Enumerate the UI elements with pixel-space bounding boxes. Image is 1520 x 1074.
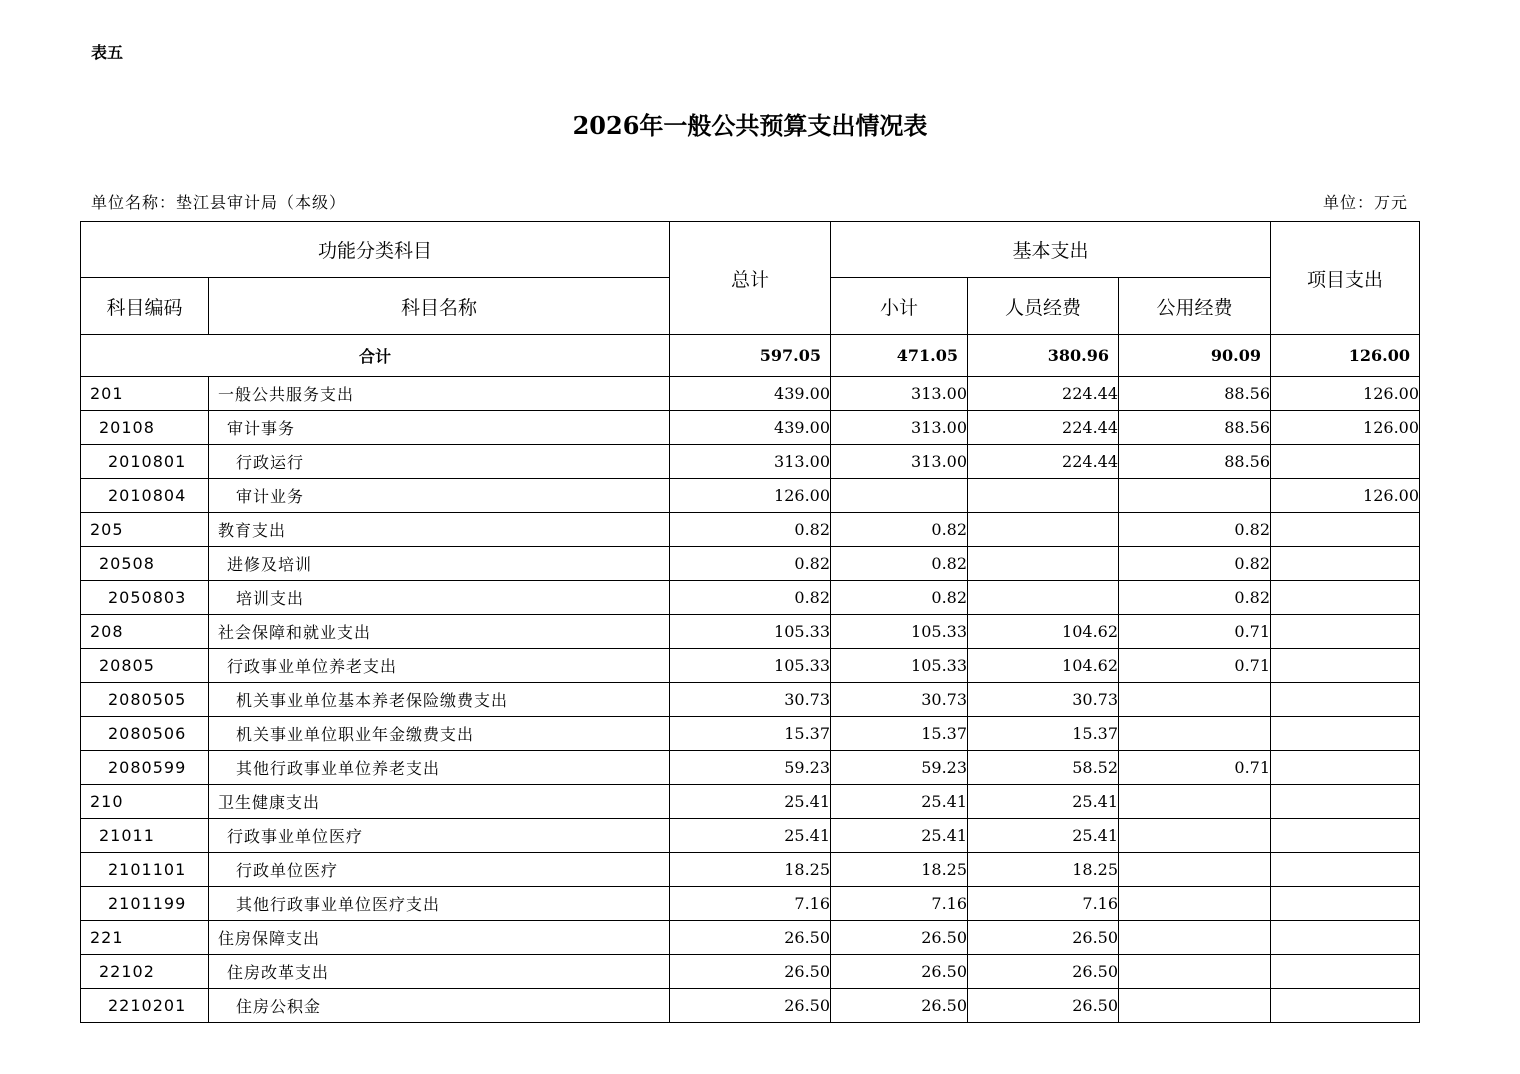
- cell-public: [1119, 683, 1271, 717]
- header-basic-expenditure: 基本支出: [831, 222, 1271, 278]
- budget-table: [80, 221, 1420, 1023]
- cell-code: 221: [81, 921, 209, 955]
- cell-total: 0.82: [670, 547, 831, 581]
- cell-subtotal: 26.50: [831, 955, 968, 989]
- cell-personnel: 30.73: [968, 683, 1119, 717]
- cell-name: 进修及培训: [209, 547, 670, 581]
- cell-name: 机关事业单位基本养老保险缴费支出: [209, 683, 670, 717]
- cell-total: 313.00: [670, 445, 831, 479]
- cell-personnel: 104.62: [968, 649, 1119, 683]
- cell-total: 26.50: [670, 955, 831, 989]
- cell-code: 2010801: [81, 445, 209, 479]
- cell-personnel: [968, 581, 1119, 615]
- cell-public: 0.71: [1119, 649, 1271, 683]
- cell-personnel: 104.62: [968, 615, 1119, 649]
- cell-public: 0.71: [1119, 615, 1271, 649]
- cell-personnel: 25.41: [968, 785, 1119, 819]
- cell-code: 20508: [81, 547, 209, 581]
- cell-project: [1271, 989, 1420, 1023]
- cell-subtotal: 0.82: [831, 547, 968, 581]
- cell-total: 15.37: [670, 717, 831, 751]
- cell-total: 7.16: [670, 887, 831, 921]
- cell-name: 其他行政事业单位养老支出: [209, 751, 670, 785]
- cell-public: 88.56: [1119, 411, 1271, 445]
- table-row: [81, 547, 1420, 581]
- cell-project: [1271, 547, 1420, 581]
- cell-code: 2101101: [81, 853, 209, 887]
- cell-total: 26.50: [670, 921, 831, 955]
- cell-public: [1119, 717, 1271, 751]
- cell-project: 126.00: [1271, 377, 1420, 411]
- cell-subtotal: 105.33: [831, 649, 968, 683]
- header-name: 科目名称: [209, 278, 670, 335]
- cell-subtotal: 26.50: [831, 921, 968, 955]
- cell-code: 2010804: [81, 479, 209, 513]
- cell-code: 2080506: [81, 717, 209, 751]
- table-row: [81, 445, 1420, 479]
- cell-public: [1119, 921, 1271, 955]
- header-code: 科目编码: [81, 278, 209, 335]
- total-personnel: 380.96: [968, 335, 1119, 377]
- cell-code: 20805: [81, 649, 209, 683]
- cell-code: 20108: [81, 411, 209, 445]
- header-personnel: 人员经费: [968, 278, 1119, 335]
- cell-total: 26.50: [670, 989, 831, 1023]
- table-row: [81, 819, 1420, 853]
- cell-project: [1271, 955, 1420, 989]
- cell-total: 439.00: [670, 377, 831, 411]
- cell-total: 105.33: [670, 615, 831, 649]
- cell-project: [1271, 785, 1420, 819]
- cell-personnel: 7.16: [968, 887, 1119, 921]
- table-row: [81, 581, 1420, 615]
- cell-subtotal: 26.50: [831, 989, 968, 1023]
- page-title: 2026年一般公共预算支出情况表: [572, 111, 928, 140]
- cell-total: 105.33: [670, 649, 831, 683]
- header-subtotal: 小计: [831, 278, 968, 335]
- cell-code: 22102: [81, 955, 209, 989]
- table-row: [81, 411, 1420, 445]
- cell-project: [1271, 819, 1420, 853]
- cell-project: 126.00: [1271, 479, 1420, 513]
- cell-public: 0.82: [1119, 581, 1271, 615]
- cell-total: 30.73: [670, 683, 831, 717]
- cell-project: [1271, 615, 1420, 649]
- table-row: [81, 377, 1420, 411]
- cell-public: 88.56: [1119, 377, 1271, 411]
- cell-public: [1119, 479, 1271, 513]
- cell-public: 0.71: [1119, 751, 1271, 785]
- table-row: [81, 751, 1420, 785]
- cell-name: 住房公积金: [209, 989, 670, 1023]
- cell-subtotal: 105.33: [831, 615, 968, 649]
- cell-code: 2050803: [81, 581, 209, 615]
- cell-name: 住房改革支出: [209, 955, 670, 989]
- cell-personnel: 26.50: [968, 921, 1119, 955]
- cell-total: 0.82: [670, 581, 831, 615]
- cell-personnel: 18.25: [968, 853, 1119, 887]
- cell-public: 0.82: [1119, 513, 1271, 547]
- unit-name-label: 单位名称：垫江县审计局（本级）: [91, 193, 347, 212]
- table-row: [81, 887, 1420, 921]
- cell-total: 25.41: [670, 819, 831, 853]
- cell-project: [1271, 853, 1420, 887]
- cell-total: 126.00: [670, 479, 831, 513]
- cell-personnel: 224.44: [968, 445, 1119, 479]
- cell-total: 59.23: [670, 751, 831, 785]
- header-total: 总计: [670, 222, 831, 335]
- cell-subtotal: 313.00: [831, 377, 968, 411]
- table-row: [81, 513, 1420, 547]
- cell-name: 审计事务: [209, 411, 670, 445]
- cell-personnel: 26.50: [968, 989, 1119, 1023]
- cell-name: 机关事业单位职业年金缴费支出: [209, 717, 670, 751]
- cell-name: 社会保障和就业支出: [209, 615, 670, 649]
- cell-public: [1119, 955, 1271, 989]
- currency-unit-label: 单位：万元: [1322, 193, 1408, 212]
- cell-personnel: 224.44: [968, 377, 1119, 411]
- cell-subtotal: 313.00: [831, 411, 968, 445]
- header-function-category: 功能分类科目: [81, 222, 670, 278]
- cell-name: 住房保障支出: [209, 921, 670, 955]
- cell-personnel: [968, 479, 1119, 513]
- cell-subtotal: 30.73: [831, 683, 968, 717]
- header-project-expenditure: 项目支出: [1271, 222, 1420, 335]
- cell-subtotal: 59.23: [831, 751, 968, 785]
- cell-name: 一般公共服务支出: [209, 377, 670, 411]
- cell-subtotal: [831, 479, 968, 513]
- total-project: 126.00: [1271, 335, 1420, 377]
- table-row: [81, 479, 1420, 513]
- cell-project: [1271, 513, 1420, 547]
- cell-name: 其他行政事业单位医疗支出: [209, 887, 670, 921]
- cell-code: 210: [81, 785, 209, 819]
- table-number: 表五: [91, 43, 124, 62]
- cell-subtotal: 0.82: [831, 581, 968, 615]
- cell-subtotal: 25.41: [831, 819, 968, 853]
- total-label: 合计: [81, 335, 670, 377]
- cell-code: 208: [81, 615, 209, 649]
- cell-total: 25.41: [670, 785, 831, 819]
- total-public: 90.09: [1119, 335, 1271, 377]
- cell-personnel: 224.44: [968, 411, 1119, 445]
- cell-project: [1271, 887, 1420, 921]
- cell-name: 教育支出: [209, 513, 670, 547]
- table-row: [81, 853, 1420, 887]
- cell-project: 126.00: [1271, 411, 1420, 445]
- cell-personnel: [968, 513, 1119, 547]
- cell-code: 21011: [81, 819, 209, 853]
- cell-project: [1271, 445, 1420, 479]
- cell-code: 2101199: [81, 887, 209, 921]
- table-row: [81, 921, 1420, 955]
- cell-personnel: [968, 547, 1119, 581]
- cell-subtotal: 0.82: [831, 513, 968, 547]
- total-row: [81, 335, 1420, 377]
- cell-public: [1119, 887, 1271, 921]
- cell-name: 行政运行: [209, 445, 670, 479]
- cell-public: [1119, 853, 1271, 887]
- cell-total: 439.00: [670, 411, 831, 445]
- cell-personnel: 58.52: [968, 751, 1119, 785]
- cell-personnel: 25.41: [968, 819, 1119, 853]
- cell-code: 2080599: [81, 751, 209, 785]
- cell-name: 行政事业单位医疗: [209, 819, 670, 853]
- cell-name: 行政单位医疗: [209, 853, 670, 887]
- cell-project: [1271, 717, 1420, 751]
- cell-public: [1119, 989, 1271, 1023]
- cell-personnel: 26.50: [968, 955, 1119, 989]
- total-total: 597.05: [670, 335, 831, 377]
- cell-code: 205: [81, 513, 209, 547]
- cell-name: 审计业务: [209, 479, 670, 513]
- table-row: [81, 717, 1420, 751]
- cell-project: [1271, 581, 1420, 615]
- cell-total: 0.82: [670, 513, 831, 547]
- cell-project: [1271, 921, 1420, 955]
- cell-subtotal: 7.16: [831, 887, 968, 921]
- table-row: [81, 955, 1420, 989]
- cell-name: 行政事业单位养老支出: [209, 649, 670, 683]
- table-row: [81, 989, 1420, 1023]
- table-row: [81, 683, 1420, 717]
- cell-subtotal: 25.41: [831, 785, 968, 819]
- cell-subtotal: 18.25: [831, 853, 968, 887]
- cell-total: 18.25: [670, 853, 831, 887]
- cell-public: [1119, 819, 1271, 853]
- table-row: [81, 615, 1420, 649]
- cell-project: [1271, 649, 1420, 683]
- cell-name: 卫生健康支出: [209, 785, 670, 819]
- cell-project: [1271, 683, 1420, 717]
- cell-code: 2210201: [81, 989, 209, 1023]
- cell-code: 201: [81, 377, 209, 411]
- table-row: [81, 649, 1420, 683]
- cell-public: [1119, 785, 1271, 819]
- cell-public: 88.56: [1119, 445, 1271, 479]
- table-row: [81, 785, 1420, 819]
- cell-name: 培训支出: [209, 581, 670, 615]
- total-subtotal: 471.05: [831, 335, 968, 377]
- cell-code: 2080505: [81, 683, 209, 717]
- cell-project: [1271, 751, 1420, 785]
- header-public: 公用经费: [1119, 278, 1271, 335]
- cell-subtotal: 15.37: [831, 717, 968, 751]
- cell-personnel: 15.37: [968, 717, 1119, 751]
- cell-public: 0.82: [1119, 547, 1271, 581]
- cell-subtotal: 313.00: [831, 445, 968, 479]
